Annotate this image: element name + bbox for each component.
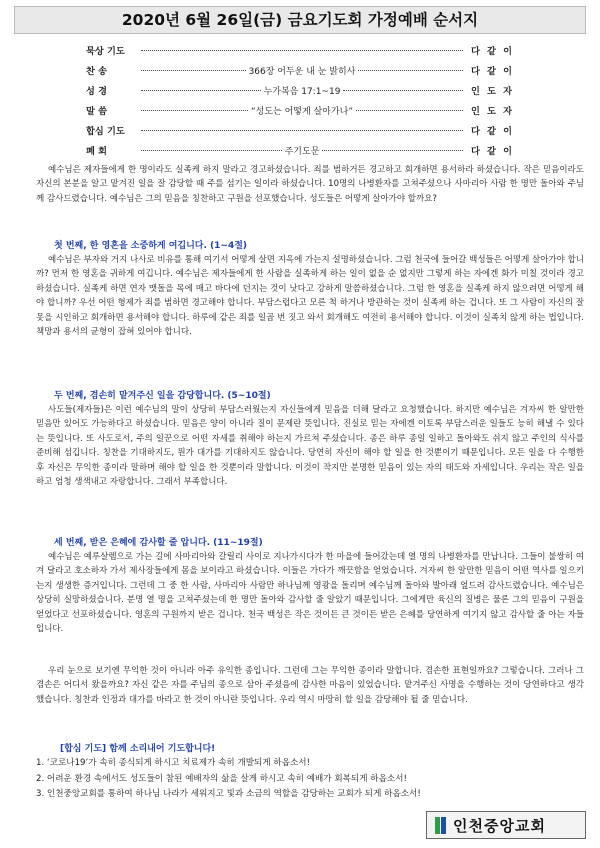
order-row-closing	[86, 140, 514, 160]
order-label: 폐 회	[86, 146, 107, 157]
prayer-heading: [합심 기도] 함께 소리내어 기도합니다!	[60, 744, 216, 754]
page-title: 2020년 6월 26일(금) 금요기도회 가정예배 순서지	[14, 6, 586, 34]
section-heading-1: 첫 번째, 한 영혼을 소중하게 여깁니다. (1~4절)	[54, 241, 248, 251]
order-value: 누가복음 17:1~19	[263, 86, 341, 97]
order-leader: 다 같 이	[470, 46, 514, 57]
section-body-3: 예수님은 예루살렘으로 가는 길에 사마리아와 갈릴리 사이로 지나가시다가 한 마을에 들어갔는데 열 명의 나병환자를 만납니다. 그들이 불쌍히 여겨 달라고 호소하자 가서 제사장들에게 몸을 보이라고 하셨습니다. 이들은 가다가 깨끗함을 얻었습니다. 겨자씨 한 알만한 믿음이 어떤 역사를 일으키는지 생생한 증거입니다. 그런데 그 중 한 사람, 사마리아 사람만 하나님께 영광을 돌리며 예수님께 돌아와 발아래 엎드려 감사드렸습니다. 예수님은 상당히 실망하셨습니다. 분명 열 명을 고쳐주셨는데 한 명만 돌아와 감사할 줄 알았기 때문입니다. 그에게만 육신의 질병은 물론 그의 믿음이 구원을 얻었다고 선포하셨습니다. 영혼의 구원까지 받은 겁니다. 천국 백성은 작은 것이든 큰 것이든 받은 은혜를 당연하게 여기지 않고 감사할 줄 아는 자들입니다.	[36, 552, 584, 635]
order-value: 366장 어두운 내 눈 밝히사	[248, 66, 356, 77]
order-row-scripture	[86, 80, 514, 100]
order-label: 성 경	[86, 86, 107, 97]
order-leader: 다 같 이	[470, 126, 514, 137]
order-row-silent-prayer	[86, 40, 514, 60]
section-body-2: 사도들(제자들)은 이런 예수님의 말이 상당히 부담스러웠는지 자신들에게 믿음을 더해 달라고 요청했습니다. 하지만 예수님은 겨자씨 한 알만한 믿음만 있어도 가능하다고 하셨습니다. 믿음은 양이 아니라 질이 문제란 뜻입니다. 진실로 믿는 자에겐 이토록 부담스러운 일들도 능히 해낼 수 있다는 뜻입니다. 또 사도로서, 주의 일꾼으로 어떤 자세를 취해야 하는지 가르쳐 주셨습니다. 종은 하루 종일 일하고 돌아와도 쉬지 않고 주인의 식사를 준비해 섬깁니다. 칭찬을 기대하지도, 뭔가 대가를 기대하지도 않습니다. 당연히 자신이 해야 할 일을 한 것뿐이기 때문입니다. 모든 일을 다 수행한 후 자신은 무익한 종이라 말하며 해야 할 일을 한 것뿐이라 말합니다. 이것이 작지만 분명한 믿음이 있는 자의 태도와 자세입니다. 우리는 작은 일을 하고 엄청 생색내고 자랑합니다. 그래서 부족합니다.	[36, 405, 584, 488]
order-label: 말 씀	[86, 106, 107, 117]
order-row-joint-prayer	[86, 120, 514, 140]
order-row-hymn	[86, 60, 514, 80]
order-row-sermon	[86, 100, 514, 120]
order-label: 합심 기도	[86, 126, 125, 137]
closing-paragraph: 우리 눈으로 보기엔 무익한 것이 아니라 아주 유익한 종입니다. 그런데 그는 무익한 종이라 말합니다. 겸손한 표현일까요? 그렇습니다. 그러나 그 겸손은 어디서 왔을까요? 자신 같은 자를 주님의 종으로 삼아 주셨음에 감사한 마음이 있었습니다. 맡겨주신 사명을 수행하는 것이 당연하다고 생각했습니다. 칭찬과 인정과 대가를 바라고 한 것이 아니란 뜻입니다. 우리 역시 마땅히 할 일을 감당해야 될 줄 믿습니다.	[36, 666, 584, 705]
order-label: 묵상 기도	[86, 46, 125, 57]
church-mark-icon	[435, 817, 447, 834]
church-name: 인천중앙교회	[453, 816, 546, 835]
church-logo	[426, 811, 586, 839]
order-label: 찬 송	[86, 66, 107, 77]
prayer-item: 1. ‘코로나19’가 속히 종식되게 하시고 치료제가 속히 개발되게 하옵소서!	[36, 758, 311, 768]
section-heading-3: 세 번째, 받은 은혜에 감사할 줄 압니다. (11~19절)	[54, 538, 263, 548]
order-leader: 다 같 이	[470, 146, 514, 157]
order-leader: 다 같 이	[470, 66, 514, 77]
prayer-list	[36, 756, 584, 803]
intro-paragraph: 예수님은 제자들에게 한 명이라도 실족케 하지 말라고 경고하셨습니다. 죄를 범하거든 경고하고 회개하면 용서하라 하셨습니다. 작은 믿음이라도 자신의 본분을 알고 맡겨진 일을 잘 감당할 때 주를 섬기는 일이라 하셨습니다. 10명의 나병환자를 고쳐주셨으나 사마리아 사람 한 명만 돌아와 주님께 감사드렸습니다. 예수님은 그의 믿음을 칭찬하고 구원을 선포했습니다. 성도들은 어떻게 살아가야 할까요?	[36, 165, 584, 204]
order-leader: 인 도 자	[470, 86, 514, 97]
section-body-1: 예수님은 부자와 거지 나사로 비유를 통해 여기서 어떻게 살면 지옥에 가는지 설명하셨습니다. 그럼 천국에 들어갈 백성들은 어떻게 살아가야 합니까? 먼저 한 영혼을 귀하게 여깁니다. 예수님은 제자들에게 한 사람을 실족하게 하는 일이 없을 순 없지만 그렇게 하는 자에겐 화가 미칠 것이라 경고하셨습니다. 실족케 하면 연자 맷돌을 목에 매고 바다에 던지는 것이 낫다고 강하게 말씀하셨습니다. 그럼 한 영혼을 실족케 하지 않으려면 어떻게 해야 합니까? 우선 어떤 형제가 죄를 범하면 경고해야 합니다. 부담스럽다고 모른 척 하거나 방관하는 것이 실족케 하는 겁니다. 또 그 사람이 자신의 잘못을 시인하고 회개하면 용서해야 합니다. 하루에 같은 죄를 일곱 번 짓고 와서 회개해도 여전히 용서해야 합니다. 이것이 실족치 않게 하는 법입니다. 책망과 용서의 균형이 잡혀 있어야 합니다.	[36, 255, 584, 338]
order-leader: 인 도 자	[470, 106, 514, 117]
order-value: “성도는 어떻게 살아가나”	[251, 106, 353, 117]
prayer-item: 3. 인천중앙교회를 통하여 하나님 나라가 세워지고 빛과 소금의 역할을 감당하는 교회가 되게 하옵소서!	[36, 789, 421, 799]
order-value: 주기도문	[284, 146, 320, 157]
worship-order	[86, 40, 514, 160]
section-heading-2: 두 번째, 겸손히 맡겨주신 일을 감당합니다. (5~10절)	[54, 391, 271, 401]
prayer-item: 2. 어려운 환경 속에서도 성도들이 참된 예배자의 삶을 살게 하시고 속히 예배가 회복되게 하옵소서!	[36, 773, 407, 784]
